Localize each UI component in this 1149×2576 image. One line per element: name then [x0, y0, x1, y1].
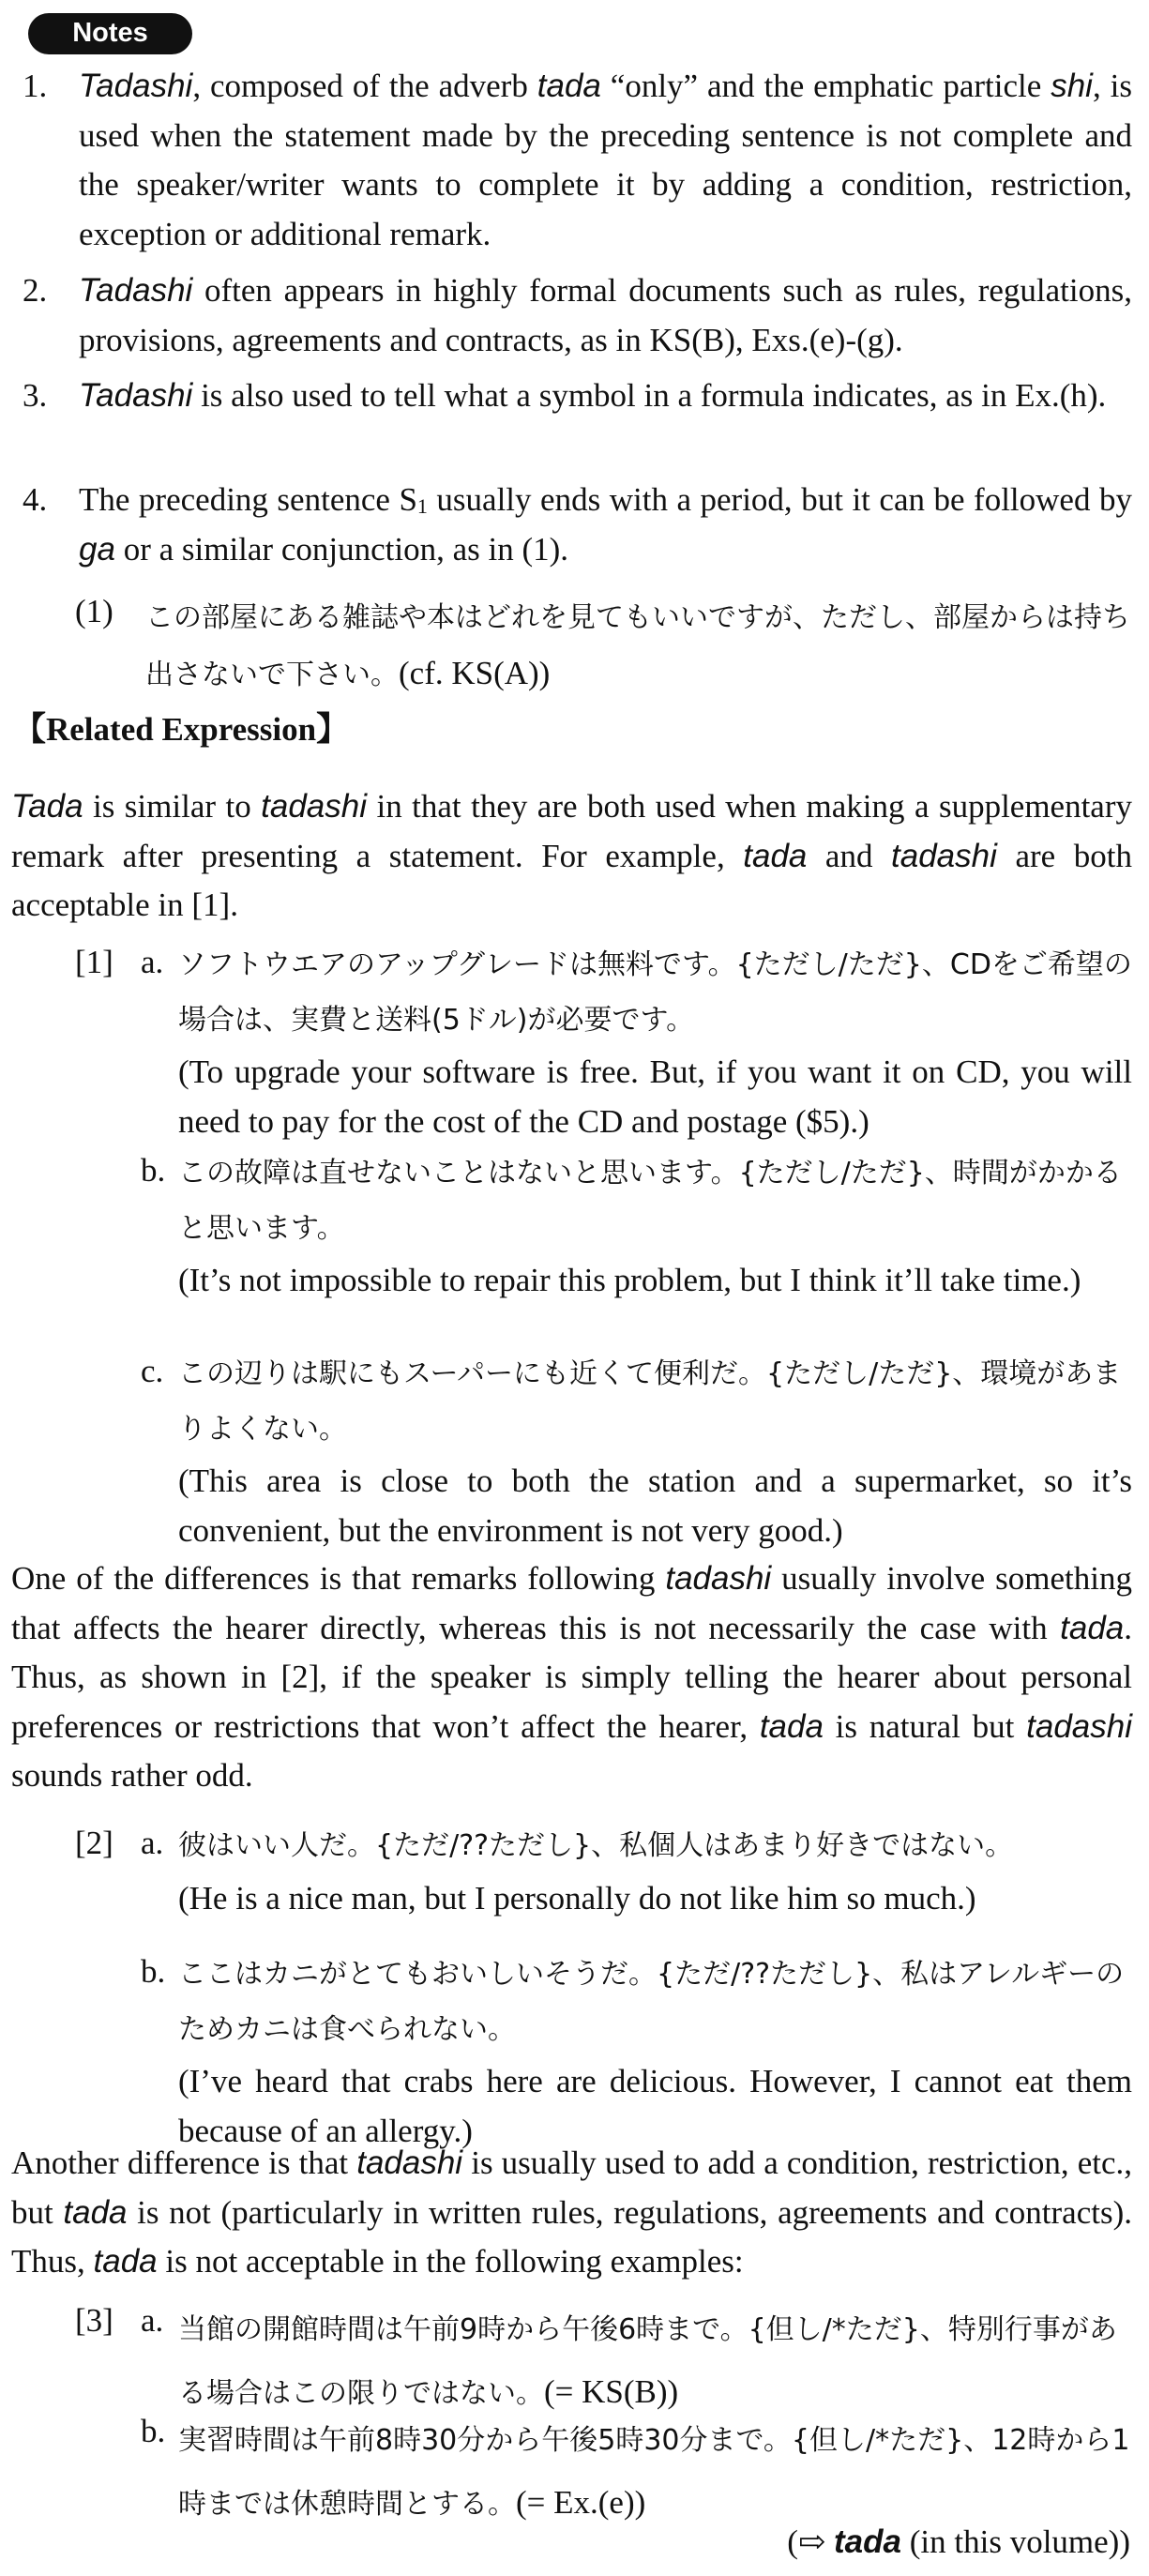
- note-number: 1.: [23, 68, 48, 104]
- example-2a: a. 彼はいい人だ。{ただ/??ただし}、私個人はあまり好きではない。 (He is a nice man, but I personally do not like him so much.): [141, 1825, 1014, 1917]
- example-2b: b. ここはカニがとてもおいしいそうだ。{ただ/??ただし}、私はアレルギーのためカニは食べられない。 (I’ve heard that crabs here are delicious. However, I cannot eat them because of an allergy.): [141, 1953, 1132, 2149]
- related-paragraph-1: Tada is similar to tadashi in that they are both used when making a supplementary remark after presenting a statement. For example, tada and tadashi are both acceptable in [1].: [11, 788, 1133, 923]
- note-number: 3.: [23, 377, 48, 414]
- example-number: (1): [75, 593, 113, 629]
- example-3a: a. 当館の開館時間は午前9時から午後6時まで。{但し/*ただ}、特別行事がある場合はこの限りではない。(= KS(B)): [141, 2302, 1117, 2411]
- example-1c: c. この辺りは駅にもスーパーにも近くて便利だ。{ただし/ただ}、環境があまりよくない。 (This area is close to both the station and a supermarket, so it’s convenient, but the environment is not very good.): [141, 1353, 1132, 1549]
- note-3: [11, 371, 1132, 421]
- related-paragraph-3: Another difference is that tadashi is usually used to add a condition, restriction, etc., but tada is not (particularly in written rules, regulations, agreements and contracts). Thus, tada is not acceptable in the following examples:: [11, 2144, 1133, 2280]
- example-1b: b. この故障は直せないことはないと思います。{ただし/ただ}、時間がかかると思います。 (It’s not impossible to repair this problem, but I think it’ll take time.): [141, 1152, 1122, 1298]
- example-3b: b. 実習時間は午前8時30分から午後5時30分まで。{但し/*ただ}、12時から1時までは休憩時間とする。(= Ex.(e)): [141, 2413, 1130, 2522]
- arrow-right-icon: ⇨: [797, 2523, 826, 2560]
- example-1: [75, 587, 1132, 703]
- example-number: [1]: [75, 944, 113, 980]
- note-text: The preceding sentence S1 usually ends with a period, but it can be followed by ga or a similar conjunction, as in (1).: [79, 481, 1132, 568]
- note-4: [11, 476, 1132, 574]
- note-number: 4.: [23, 481, 48, 518]
- example-number: [2]: [75, 1825, 113, 1861]
- note-number: 2.: [23, 272, 48, 309]
- note-1: [11, 62, 1132, 259]
- note-text: Tadashi often appears in highly formal documents such as rules, regulations, provisions, agreements and contracts, as in KS(B), Exs.(e)-(g).: [79, 272, 1132, 358]
- related-paragraph-2: One of the differences is that remarks following tadashi usually involve something that affects the hearer directly, whereas this is not necessarily the case with tada. Thus, as shown in [2], if the speaker is simply telling the hearer about personal preferences or restrictions that won’t affect the hearer, tada is natural but tadashi sounds rather odd.: [11, 1560, 1132, 1794]
- related-expression-heading: 【Related Expression】: [13, 711, 350, 748]
- note-2: [11, 266, 1132, 365]
- example-text: この部屋にある雑誌や本はどれを見てもいいですが、ただし、部屋からは持ち出さないで下さい。(cf. KS(A)): [145, 601, 1130, 692]
- notes-badge: Notes: [28, 13, 192, 54]
- example-1a: a. ソフトウエアのアップグレードは無料です。{ただし/ただ}、CDをご希望の場合は、実費と送料(5ドル)が必要です。 (To upgrade your software is free. But, if you want it on CD, you will need to pay for the cost of the CD and postage ($5).): [141, 944, 1132, 1140]
- cross-reference[interactable]: (⇨ tada (in this volume)): [787, 2523, 1130, 2560]
- note-text: Tadashi is also used to tell what a symbol in a formula indicates, as in Ex.(h).: [79, 377, 1107, 414]
- note-text: Tadashi, composed of the adverb tada “only” and the emphatic particle shi, is used when the statement made by the preceding sentence is not complete and the speaker/writer wants to complete it by adding a condition, restriction, exception or additional remark.: [79, 68, 1132, 252]
- example-number: [3]: [75, 2302, 113, 2339]
